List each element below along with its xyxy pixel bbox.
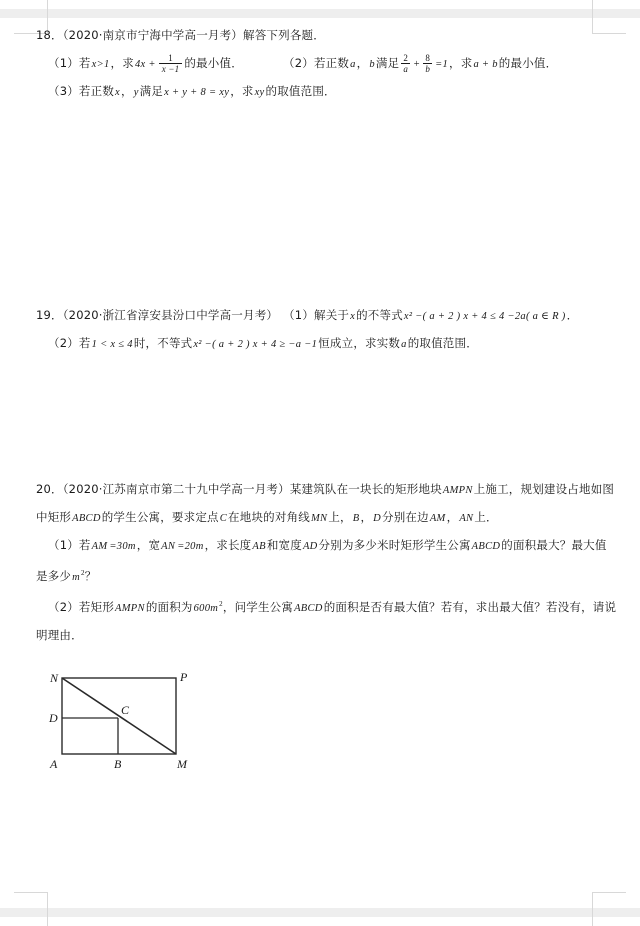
part-text: ， <box>121 84 133 98</box>
stem-text: 在地块的对角线 <box>228 510 310 524</box>
math-x-plus-y-plus-8-eq-xy: x + y + 8 = xy <box>164 87 230 98</box>
stem-text: ， <box>360 510 373 524</box>
part-text: 恒成立，求实数 <box>318 336 401 350</box>
math-y: y <box>133 87 139 98</box>
part-text: 明理由． <box>36 627 83 642</box>
part-label: （2） <box>283 56 314 70</box>
problem-18 <box>36 22 612 302</box>
math-AM-value: =30m <box>109 541 136 552</box>
problem-19-number: 19． <box>36 308 63 322</box>
math-x-gt-1: x>1 <box>91 59 110 70</box>
part-text: ，求 <box>230 84 254 98</box>
part-text: ，问学生公寓 <box>222 599 294 614</box>
crop-mark-bottom-left <box>14 892 48 926</box>
math-inequality-2: x² −( a + 2 ) x + 4 ≥ −a −1 <box>193 339 318 350</box>
math-x: x <box>115 87 120 98</box>
geometry-figure <box>44 664 244 772</box>
math-x: x <box>350 311 356 322</box>
part-text: ． <box>566 308 579 322</box>
part-text: 的不等式 <box>356 308 403 322</box>
part-text: 的面积为 <box>145 599 193 614</box>
part-text: ，宽 <box>136 538 161 552</box>
part-text: 的面积最大？最大值 <box>501 538 607 552</box>
math-AM: AM <box>429 513 446 524</box>
problem-20-part-1-line-1 <box>36 532 612 560</box>
math-unit-m: m <box>72 571 80 583</box>
math-MN: MN <box>310 513 328 524</box>
problem-18-number: 18． <box>36 28 63 42</box>
vertex-label-C: C <box>121 702 130 717</box>
problem-18-part-3 <box>36 78 612 106</box>
part-text: ，求 <box>449 56 473 70</box>
stem-text: 某建筑队在一块长的矩形地块 <box>289 482 442 496</box>
part-text: 的最小值． <box>184 56 243 70</box>
math-AN-value: =20m <box>177 541 204 552</box>
fraction-numerator: 2 <box>403 52 409 63</box>
part-text: ，求 <box>110 56 134 70</box>
problem-19 <box>36 302 612 476</box>
part-text: 解关于 <box>314 308 350 322</box>
problem-20 <box>36 476 617 772</box>
math-AB: AB <box>252 541 266 552</box>
math-AD: AD <box>302 541 318 552</box>
math-xy: xy <box>254 87 265 98</box>
math-ABCD: ABCD <box>294 602 323 614</box>
math-b: b <box>369 59 375 70</box>
math-exponent-2: 2 <box>219 599 223 608</box>
problem-20-part-2-line-1 <box>36 591 617 622</box>
figure-svg <box>44 664 244 772</box>
problem-19-heading <box>36 302 612 330</box>
crop-mark-bottom-right <box>592 892 626 926</box>
part-text: 满足 <box>375 56 400 70</box>
scan-edge-band-bottom <box>0 908 640 917</box>
stem-text: 中矩形 <box>36 510 72 524</box>
answer-space-19 <box>36 358 612 476</box>
math-C: C <box>219 513 228 524</box>
part-label: （2） <box>48 336 79 350</box>
math-inequality-1: x² −( a + 2 ) x + 4 ≤ 4 −2a( a ∈ R ) <box>403 311 566 322</box>
math-B: B <box>352 513 360 524</box>
fraction-numerator: 1 <box>159 53 183 64</box>
stem-text: 上施工，规划建设占地如图 <box>473 482 615 496</box>
math-plus: + <box>413 59 421 70</box>
fraction-denominator: a <box>403 63 409 74</box>
math-D: D <box>373 513 382 524</box>
vertex-label-A: A <box>50 756 58 771</box>
part-label: （3） <box>48 84 79 98</box>
vertex-label-M: M <box>177 756 187 771</box>
part-text: 分别为多少米时矩形学生公寓 <box>318 538 471 552</box>
math-area-600: 600m <box>193 602 219 614</box>
part-text: 若 <box>78 538 91 552</box>
fraction-1-over-x-minus-1 <box>159 53 183 75</box>
part-text: 的面积是否有最大值？若有，求出最大值？若没有，请说 <box>323 599 617 614</box>
part-text: ， <box>356 56 369 70</box>
fraction-denominator: b <box>425 63 431 74</box>
stem-text: 上， <box>328 510 352 524</box>
part-label: （2） <box>48 599 79 614</box>
part-text: 若正数 <box>78 84 115 98</box>
problem-20-heading <box>36 476 615 504</box>
math-range-1-lt-x-le-4: 1 < x ≤ 4 <box>91 339 133 350</box>
problem-18-heading <box>36 22 612 50</box>
fraction-2-over-a <box>401 53 410 75</box>
problem-18-stem: 解答下列各题． <box>243 28 325 42</box>
diagonal-NM <box>62 678 176 754</box>
problem-19-source: （2020·浙江省淳安县汾口中学高一月考） <box>62 308 279 322</box>
problem-20-stem-line-2 <box>36 504 612 532</box>
part-text: 若 <box>78 336 91 350</box>
stem-text: 分别在边 <box>382 510 429 524</box>
part-text: ，求长度 <box>204 538 252 552</box>
part-text: 若正数 <box>313 56 350 70</box>
part-text: 和宽度 <box>266 538 302 552</box>
problem-20-part-1-line-2 <box>36 560 612 591</box>
math-AN: AN <box>459 513 474 524</box>
problem-20-number: 20． <box>36 482 63 496</box>
math-exponent-2: 2 <box>81 569 85 577</box>
fraction-denominator: x −1 <box>161 63 180 74</box>
part-text: 的取值范围． <box>407 336 478 350</box>
math-AMPN: AMPN <box>442 485 473 496</box>
part-text: ？ <box>84 568 97 583</box>
part-label: （1） <box>283 308 315 322</box>
page-content <box>36 22 617 772</box>
problem-19-part-2 <box>36 330 612 358</box>
problem-20-source: （2020·江苏南京市第二十九中学高一月考） <box>62 482 290 496</box>
scan-edge-band-top <box>0 9 640 18</box>
math-a: a <box>401 339 407 350</box>
part-text: 时，不等式 <box>133 336 193 350</box>
math-AM: AM <box>91 541 108 552</box>
inner-rectangle-ABCD <box>62 718 118 754</box>
fraction-numerator: 8 <box>425 52 431 63</box>
problem-18-source: （2020·南京市宁海中学高一月考） <box>62 28 244 42</box>
part-text: 的取值范围． <box>265 84 336 98</box>
math-ABCD: ABCD <box>72 513 101 524</box>
math-a-plus-b: a + b <box>473 59 498 70</box>
part-label: （1） <box>48 56 79 70</box>
math-4x-plus: 4x + <box>134 59 156 70</box>
part-text: 若矩形 <box>78 599 115 614</box>
part-text: 是多少 <box>36 568 72 583</box>
answer-space-18 <box>36 106 612 302</box>
part-text: 的最小值． <box>498 56 558 70</box>
vertex-label-D: D <box>49 710 58 725</box>
math-equals-1: =1 <box>435 59 449 70</box>
math-a: a <box>350 59 356 70</box>
part-text: 若 <box>78 56 91 70</box>
math-ABCD: ABCD <box>471 541 501 552</box>
vertex-label-N: N <box>50 670 59 685</box>
part-label: （1） <box>48 538 79 552</box>
stem-text: 上． <box>474 510 498 524</box>
math-AN: AN <box>161 541 176 552</box>
stem-text: ， <box>446 510 459 524</box>
math-AMPN: AMPN <box>115 602 145 614</box>
problem-20-part-2-line-2 <box>36 622 612 650</box>
vertex-label-P: P <box>180 669 188 684</box>
vertex-label-B: B <box>114 756 122 771</box>
fraction-8-over-b <box>423 53 432 75</box>
part-text: 满足 <box>139 84 164 98</box>
problem-18-part-1 <box>36 50 612 78</box>
stem-text: 的学生公寓，要求定点 <box>101 510 219 524</box>
